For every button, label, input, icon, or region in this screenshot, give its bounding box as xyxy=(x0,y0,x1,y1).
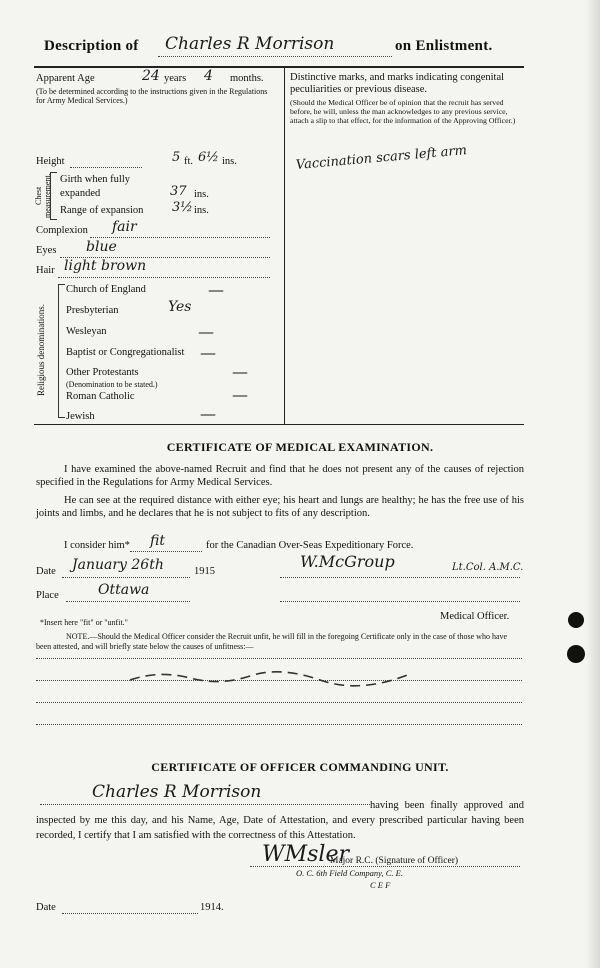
medical-para-1: I have examined the above-named Recruit and find that he does not present any of the causes of rejection specified in the Regulations for Army Medical Services. xyxy=(36,464,524,488)
religion-jewish: Jewish xyxy=(66,411,95,422)
column-divider xyxy=(284,68,285,424)
place-label: Place xyxy=(36,590,59,601)
binding-hole xyxy=(568,612,584,628)
medical-officer-rank: Lt.Col. A.M.C. xyxy=(452,562,524,573)
feet-unit: ft. xyxy=(184,156,194,167)
range-label: Range of expansion xyxy=(60,205,144,216)
consider-suffix: for the Canadian Over-Seas Expeditionary Force. xyxy=(206,540,414,551)
marks-note: (Should the Medical Officer be of opinion that the recruit has served before, he will, unless the man acknowledges to any previous service, attach a slip to that effect, for the information of the Approving Officer.) xyxy=(290,98,516,125)
inches-unit: ins. xyxy=(222,156,237,167)
religion-church-of-england: Church of England xyxy=(66,284,146,295)
unfit-strike-scribble xyxy=(120,660,420,690)
hair-label: Hair xyxy=(36,265,55,276)
page-edge-shadow xyxy=(586,0,600,968)
recruit-name: Charles R Morrison xyxy=(165,34,335,54)
religion-presbyterian: Presbyterian xyxy=(66,305,119,316)
consider-prefix: I consider him* xyxy=(64,540,130,551)
religion-denomination-note: (Denomination to be stated.) xyxy=(66,380,158,389)
months-unit: months. xyxy=(230,73,264,84)
age-years: 24 xyxy=(142,68,160,84)
religion-value: Yes xyxy=(168,299,192,315)
girth-value: 37 xyxy=(170,184,187,199)
officer-signature-label: Major R.C. (Signature of Officer) xyxy=(330,856,459,866)
medical-para-2: He can see at the required distance with either eye; his heart and lungs are healthy; he has the free use of his joints and limbs, and he declares that he is not subject to fits of any description. xyxy=(36,495,524,519)
officer-date-label: Date xyxy=(36,902,56,913)
hair-value: light brown xyxy=(64,258,147,274)
religion-value: — xyxy=(208,280,224,299)
age-label: Apparent Age xyxy=(36,73,95,84)
religion-other-protestants: Other Protestants xyxy=(66,367,139,378)
medical-officer-label: Medical Officer. xyxy=(440,611,510,622)
religion-value: — xyxy=(200,404,216,423)
religion-value: — xyxy=(200,343,216,362)
officer-para: having been finally approved and inspected by me this day, and his Name, Age, Date of Attestation, and every prescribed particular having been recorded, I certify that I am satisfied with the correctness of this Attestation. xyxy=(36,800,524,841)
marks-entry: Vaccination scars left arm xyxy=(295,143,468,173)
years-unit: years xyxy=(164,73,187,84)
religion-side-label: Religious denominations. xyxy=(36,304,46,396)
height-feet: 5 xyxy=(172,150,181,165)
range-value: 3½ xyxy=(172,200,193,215)
officer-date-year: 1914. xyxy=(200,902,224,913)
girth-label: Girth when fully expanded xyxy=(60,174,130,199)
title-prefix: Description of xyxy=(44,38,139,54)
religion-baptist: Baptist or Congregationalist xyxy=(66,347,185,358)
range-unit: ins. xyxy=(194,205,209,216)
chest-bracket xyxy=(50,172,57,220)
religion-roman-catholic: Roman Catholic xyxy=(66,391,135,402)
medical-officer-signature: W.McGroup xyxy=(300,552,395,571)
binding-hole xyxy=(567,645,585,663)
officer-heading: CERTIFICATE OF OFFICER COMMANDING UNIT. xyxy=(151,760,449,774)
place-value: Ottawa xyxy=(98,582,150,598)
religion-value: — xyxy=(232,362,248,381)
age-note: (To be determined according to the instructions given in the Regulations for Army Medical Services.) xyxy=(36,87,268,105)
unfit-note: NOTE.—Should the Medical Officer consider the Recruit unfit, he will fill in the foregoing Certificate only in the case of those who have been attested, and will briefly state below the causes of unfitness:— xyxy=(36,632,508,651)
date-label: Date xyxy=(36,566,56,577)
fit-value: fit xyxy=(150,533,165,549)
religion-value: — xyxy=(198,322,214,341)
religion-wesleyan: Wesleyan xyxy=(66,326,107,337)
officer-recruit-name: Charles R Morrison xyxy=(92,782,262,802)
date-value: January 26th xyxy=(72,557,164,573)
religion-bracket xyxy=(58,284,65,418)
height-label: Height xyxy=(36,156,65,167)
complexion-label: Complexion xyxy=(36,225,88,236)
eyes-label: Eyes xyxy=(36,245,57,256)
title-suffix: on Enlistment. xyxy=(395,38,493,54)
insert-note: *Insert here "fit" or "unfit." xyxy=(40,618,128,627)
unit-stamp-line-1: O. C. 6th Field Company, C. E. xyxy=(296,868,403,878)
religion-value: — xyxy=(232,385,248,404)
girth-unit: ins. xyxy=(194,189,209,200)
age-months: 4 xyxy=(204,68,213,84)
height-inches: 6½ xyxy=(198,150,219,165)
officer-signature: WMsler xyxy=(262,842,350,867)
section-rule xyxy=(34,424,524,425)
unit-stamp-line-2: C E F xyxy=(370,880,391,890)
chest-side-label: Chest measurement. xyxy=(34,173,52,219)
title-rule xyxy=(34,66,524,68)
medical-heading: CERTIFICATE OF MEDICAL EXAMINATION. xyxy=(166,440,434,454)
marks-heading: Distinctive marks, and marks indicating congenital peculiarities or previous disease. xyxy=(290,72,505,95)
date-year: 1915 xyxy=(194,566,215,577)
eyes-value: blue xyxy=(86,239,117,255)
complexion-value: fair xyxy=(112,219,137,235)
